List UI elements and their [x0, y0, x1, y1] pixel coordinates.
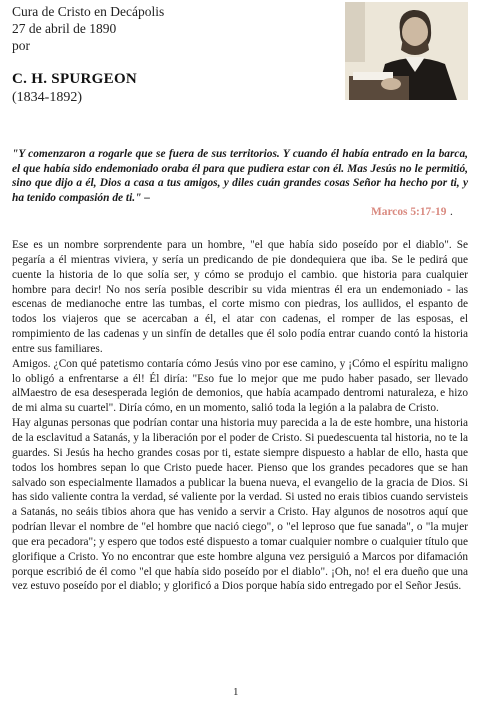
author-portrait — [345, 2, 468, 100]
sermon-title: Cura de Cristo en Decápolis — [12, 4, 165, 19]
paragraph: Amigos. ¿Con qué patetismo contaría cómo Jesús vino por ese camino, y ¡Cómo el espíritu maligno lo obligó a enfrentarse a él! Él diría: "Eso fue lo mejor que me pudo haber pasado, ser llevado alMaestro de esa desesperada legión de demonios, que había acampado dentromi naturaleza, e hizo de mi alma su cuartel". Diría cómo, en un momento, salió toda la legión a la palabra de Cristo. — [12, 357, 468, 415]
scripture-reference: Marcos 5:17-19 — [371, 206, 447, 218]
scripture-quote: "Y comenzaron a rogarle que se fuera de sus territorios. Y cuando él había entrado en la barca, el que había sido endemoniado oraba él para que pudiera estar con él. Mas Jesús no le permitió, sino que dijo a él, Dios a casa a tus amigos, y diles cuán grandes cosas Señor ha hecho por ti, y ha tenido compasión de ti." – — [12, 148, 468, 204]
paragraph: Hay algunas personas que podrían contar una historia muy parecida a la de este hombre, una historia de la esclavitud a Satanás, y la liberación por el poder de Cristo. Si puedescuenta tal historia, no te la guardes. Si Jesús ha hecho grandes cosas por ti, estate siempre dispuesto a hablar de ello, hasta que todos los hombres sepan lo que Cristo puede hacer. Pienso que los grandes pecadores que se han salvado son especialmente llamados a publicar la buena nueva, el evangelio de la gracia de Dios. Si has sido valiente contra la verdad, sé valiente por la verdad. Si usted no erais tibios cuando servisteis a Satanás, no seáis tibios ahora que has venido a servir a Cristo. Hay algunos de nosotros aquí que podrían llevar el nombre de "el hombre que nació ciego", o "el leproso que fue sanada", o "la mujer que era pecadora"; y espero que todos esté dispuesto a tomar cualquier nombre o cualquier título que glorifique a Cristo. Yo no encontrar que este hombre alguna vez persiguió a Marcos por difamación porque escribió de él como "el que había sido poseído por el diablo". ¡Oh, no! el era dueño que una vez estuvo poseído por el diablo; y glorificó a Dios porque había sido entregado por el Señor Jesús. — [12, 417, 468, 593]
author-years: (1834-1892) — [12, 90, 82, 105]
sermon-date: 27 de abril de 1890 — [12, 21, 117, 36]
sermon-body — [12, 238, 468, 594]
byline-por: por — [12, 38, 30, 53]
page-number: 1 — [233, 686, 239, 698]
reference-period: . — [450, 206, 453, 218]
author-name: C. H. SPURGEON — [12, 71, 138, 87]
paragraph: Ese es un nombre sorprendente para un hombre, "el que había sido poseído por el diablo". Se pegaría a él mientras viviera, y sería un predicando de pie dondequiera que iba. Se le pedirá que cuente la historia de lo que solía ser, y cómo se produjo el cambio. que historia para cualquier hombre para decir! No nos sería posible describir su vida mientras él era un endemoniado - las escenas de medianoche entre las tumbas, el corte mismo con piedras, los aullidos, el espanto de todos los viajeros que se acercaban a él, el atar con cadenas, el romper de las esposas, el rompimiento de las cadenas y un sinfín de detalles que él solo podía entrar cuando contó la historia entre sus familiares. — [12, 239, 468, 355]
